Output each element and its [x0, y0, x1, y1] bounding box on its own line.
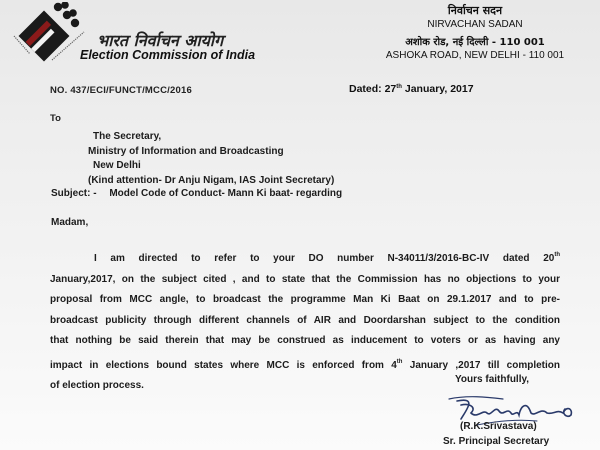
date-month-year: January, 2017 [404, 83, 474, 95]
signatory-designation: Sr. Principal Secretary [443, 436, 550, 447]
addressee-city: New Delhi [93, 160, 141, 171]
body-line: proposal from MCC angle, to broadcast the programme Man Ki Baat on 29.1.2017 and to pre- [50, 294, 560, 305]
addressee-ministry: Ministry of Information and Broadcasting [88, 145, 284, 157]
date-suffix: th [396, 84, 402, 90]
election-commission-logo-icon [8, 2, 88, 68]
body-line: broadcast publicity through different channels of AIR and Doordarshan subject to the condition [50, 314, 560, 326]
dated-label: Dated: [349, 83, 382, 95]
subject-text: Model Code of Conduct- Mann Ki baat- regarding [109, 188, 343, 199]
address-hindi-line2: अशोक रोड, नई दिल्ली - 110 001 [405, 37, 545, 48]
reference-number: NO. 437/ECI/FUNCT/MCC/2016 [50, 85, 192, 96]
signatory-name: (R.K.Srivastava) [460, 421, 537, 432]
address-hindi-line1: निर्वाचन सदन [447, 4, 503, 17]
body-line: of election process. [50, 380, 144, 391]
addressee-title: The Secretary, [93, 131, 162, 142]
address-english-line1: NIRVACHAN SADAN [427, 19, 523, 30]
body-line: that nothing be said therein that may be construed as inducement to voters or as having any [50, 335, 560, 346]
address-english-line2: ASHOKA ROAD, NEW DELHI - 110 001 [385, 50, 565, 61]
subject-line [51, 188, 342, 199]
letter-date [349, 83, 474, 95]
org-name-english: Election Commission of India [80, 48, 256, 62]
closing: Yours faithfully, [455, 374, 530, 385]
subject-label: Subject: - [51, 188, 97, 199]
body-line: I am directed to refer to your DO number N-34011/3/2016-BC-IV dated 20th [94, 252, 560, 264]
addressee-attention: (Kind attention- Dr Anju Nigam, IAS Joint Secretary) [88, 174, 335, 186]
salutation: Madam, [51, 217, 89, 228]
date-day: 27 [384, 83, 397, 95]
body-line: January,2017, on the subject cited , and to state that the Commission has no objections to your [50, 273, 560, 285]
addressee-block [88, 130, 335, 188]
org-name-hindi: भारत निर्वाचन आयोग [97, 31, 224, 50]
body-line: impact in elections bound states where MCC is enforced from 4th January ,2017 till completion [50, 358, 560, 371]
to-label: To [50, 113, 61, 124]
